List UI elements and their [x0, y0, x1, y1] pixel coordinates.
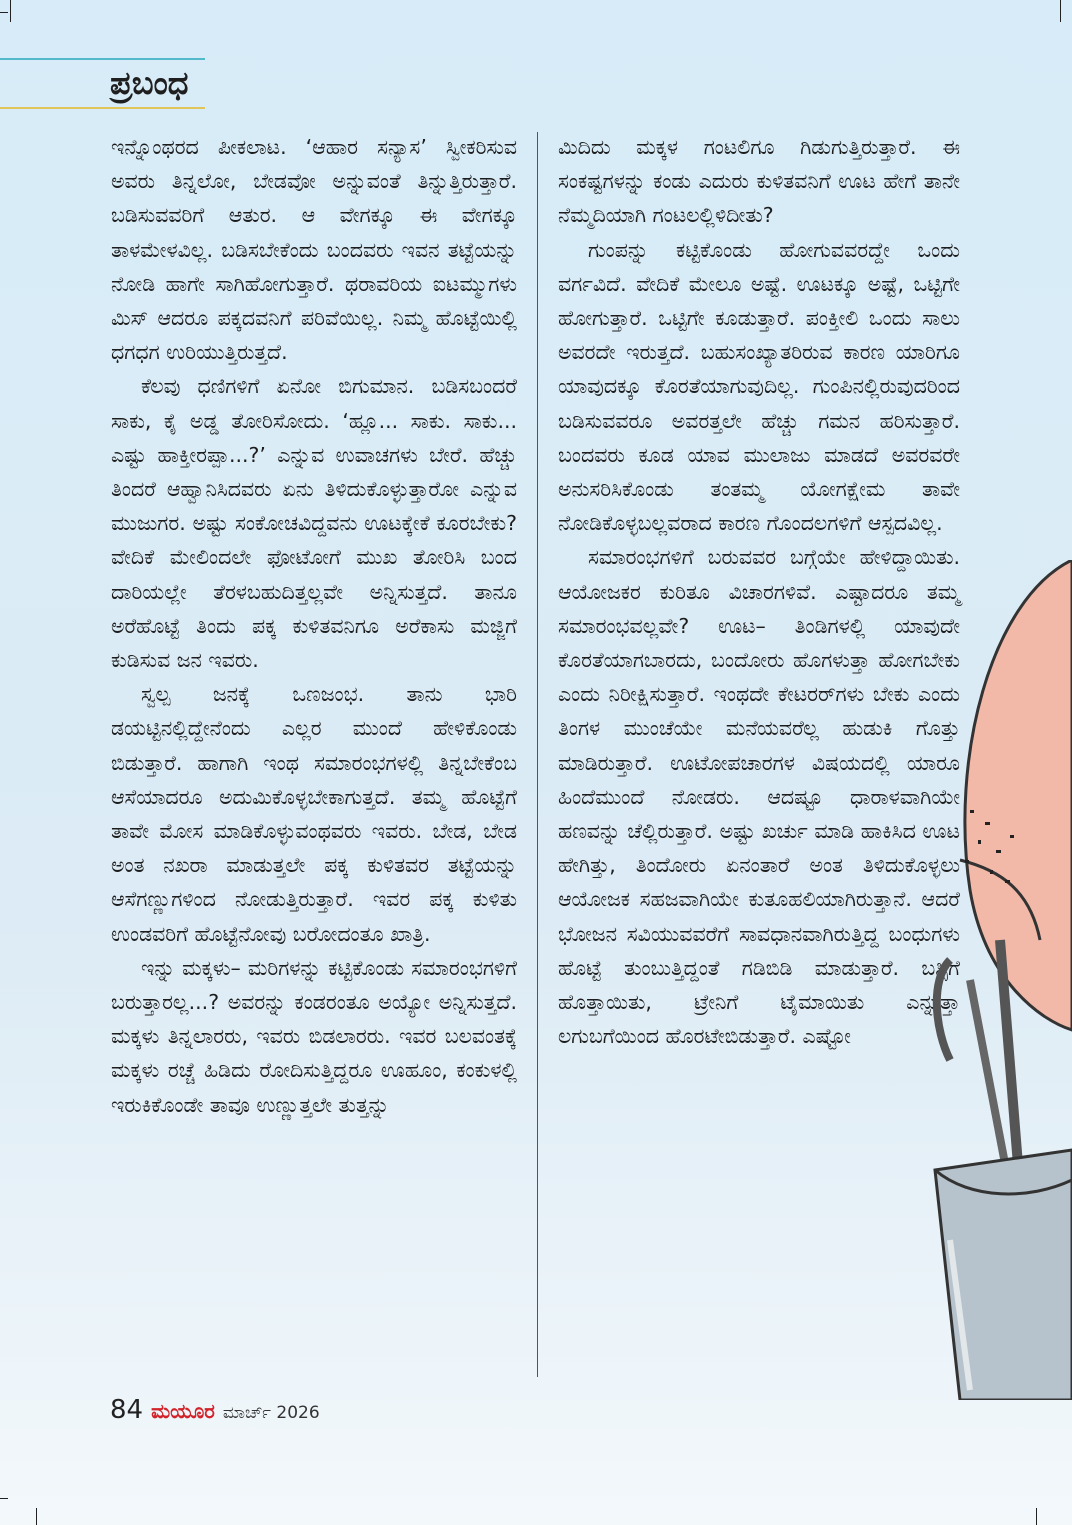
- paragraph: ಮಿದಿದು ಮಕ್ಕಳ ಗಂಟಲಿಗೂ ಗಿಡುಗುತ್ತಿರುತ್ತಾರೆ. ಈ ಸಂಕಷ್ಟಗಳನ್ನು ಕಂಡು ಎದುರು ಕುಳಿತವನಿಗೆ ಊಟ ಹೇಗೆ ತಾನೇ ನೆಮ್ಮದಿಯಾಗಿ ಗಂಟಲಲ್ಲಿಳಿದೀತು?: [558, 135, 960, 228]
- crop-mark: [10, 0, 11, 22]
- section-title: ಪ್ರಬಂಧ: [110, 64, 189, 102]
- cartoon-illustration: [930, 560, 1072, 1400]
- page-number: 84: [110, 1395, 144, 1425]
- paragraph: ಗುಂಪನ್ನು ಕಟ್ಟಿಕೊಂಡು ಹೋಗುವವರದ್ದೇ ಒಂದು ವರ್ಗವಿದೆ. ವೇದಿಕೆ ಮೇಲೂ ಅಷ್ಟೆ. ಊಟಕ್ಕೂ ಅಷ್ಟೆ, ಒಟ್ಟಿಗೇ ಹೋಗುತ್ತಾರೆ. ಒಟ್ಟಿಗೇ ಕೂಡುತ್ತಾರೆ. ಪಂಕ್ತೀಲಿ ಒಂದು ಸಾಲು ಅವರದೇ ಇರುತ್ತದೆ. ಬಹುಸಂಖ್ಯಾತರಿರುವ ಕಾರಣ ಯಾರಿಗೂ ಯಾವುದಕ್ಕೂ ಕೊರತೆಯಾಗುವುದಿಲ್ಲ. ಗುಂಪಿನಲ್ಲಿರುವುದರಿಂದ ಬಡಿಸುವವರೂ ಅವರತ್ತಲೇ ಹೆಚ್ಚು ಗಮನ ಹರಿಸುತ್ತಾರೆ. ಬಂದವರು ಕೂಡ ಯಾವ ಮುಲಾಜು ಮಾಡದೆ ಅವರವರೇ ಅನುಸರಿಸಿಕೊಂಡು ತಂತಮ್ಮ ಯೋಗಕ್ಷೇಮ ತಾವೇ ನೋಡಿಕೊಳ್ಳಬಲ್ಲವರಾದ ಕಾರಣ ಗೊಂದಲಗಳಿಗೆ ಆಸ್ಪದವಿಲ್ಲ.: [558, 237, 960, 536]
- section-rule-bottom: [0, 107, 205, 109]
- article-column-right: [558, 130, 960, 1053]
- page-footer: [110, 1395, 320, 1425]
- section-rule-top: [0, 58, 205, 60]
- column-divider: [537, 132, 538, 1377]
- crop-mark: [1060, 0, 1061, 22]
- issue-date: ಮಾರ್ಚ್ 2026: [222, 1403, 320, 1423]
- magazine-logo: ಮಯೂರ: [151, 1399, 215, 1423]
- paragraph: ಸಮಾರಂಭಗಳಿಗೆ ಬರುವವರ ಬಗ್ಗೆಯೇ ಹೇಳಿದ್ದಾಯಿತು. ಆಯೋಜಕರ ಕುರಿತೂ ವಿಚಾರಗಳಿವೆ. ಎಷ್ಟಾದರೂ ತಮ್ಮ ಸಮಾರಂಭವಲ್ಲವೇ? ಊಟ– ತಿಂಡಿಗಳಲ್ಲಿ ಯಾವುದೇ ಕೊರತೆಯಾಗಬಾರದು, ಬಂದೋರು ಹೊಗಳುತ್ತಾ ಹೋಗಬೇಕು ಎಂದು ನಿರೀಕ್ಷಿಸುತ್ತಾರೆ. ಇಂಥದೇ ಕೇಟರರ್‌ಗಳು ಬೇಕು ಎಂದು ತಿಂಗಳ ಮುಂಚೆಯೇ ಮನೆಯವರೆಲ್ಲ ಹುಡುಕಿ ಗೊತ್ತು ಮಾಡಿರುತ್ತಾರೆ. ಊಟೋಪಚಾರಗಳ ವಿಷಯದಲ್ಲಿ ಯಾರೂ ಹಿಂದೆಮುಂದೆ ನೋಡರು. ಆದಷ್ಟೂ ಧಾರಾಳವಾಗಿಯೇ ಹಣವನ್ನು ಚೆಲ್ಲಿರುತ್ತಾರೆ. ಅಷ್ಟು ಖರ್ಚು ಮಾಡಿ ಹಾಕಿಸಿದ ಊಟ ಹೇಗಿತ್ತು, ತಿಂದೋರು ಏನಂತಾರೆ ಅಂತ ತಿಳಿದುಕೊಳ್ಳಲು ಆಯೋಜಕ ಸಹಜವಾಗಿಯೇ ಕುತೂಹಲಿಯಾಗಿರುತ್ತಾನೆ. ಆದರೆ ಭೋಜನ ಸವಿಯುವವರೆಗೆ ಸಾವಧಾನವಾಗಿರುತ್ತಿದ್ದ ಬಂಧುಗಳು ಹೊಟ್ಟೆ ತುಂಬುತ್ತಿದ್ದಂತೆ ಗಡಿಬಿಡಿ ಮಾಡುತ್ತಾರೆ. ಬಸ್ಸಿಗೆ ಹೊತ್ತಾಯಿತು, ಟ್ರೇನಿಗೆ ಟೈಮಾಯಿತು ಎನ್ನುತ್ತಾ ಲಗುಬಗೆಯಿಂದ ಹೊರಟೇಬಿಡುತ್ತಾರೆ. ಎಷ್ಟೋ: [558, 545, 960, 1049]
- paragraph: ಸ್ವಲ್ಪ ಜನಕ್ಕೆ ಒಣಜಂಭ. ತಾನು ಭಾರಿ ಡಯಟ್ಟಿನಲ್ಲಿದ್ದೇನೆಂದು ಎಲ್ಲರ ಮುಂದೆ ಹೇಳಿಕೊಂಡು ಬಿಡುತ್ತಾರೆ. ಹಾಗಾಗಿ ಇಂಥ ಸಮಾರಂಭಗಳಲ್ಲಿ ತಿನ್ನಬೇಕೆಂಬ ಆಸೆಯಾದರೂ ಅದುಮಿಕೊಳ್ಳಬೇಕಾಗುತ್ತದೆ. ತಮ್ಮ ಹೊಟ್ಟೆಗೆ ತಾವೇ ಮೋಸ ಮಾಡಿಕೊಳ್ಳುವಂಥವರು ಇವರು. ಬೇಡ, ಬೇಡ ಅಂತ ನಖರಾ ಮಾಡುತ್ತಲೇ ಪಕ್ಕ ಕುಳಿತವರ ತಟ್ಟೆಯನ್ನು ಆಸೆಗಣ್ಣುಗಳಿಂದ ನೋಡುತ್ತಿರುತ್ತಾರೆ. ಇವರ ಪಕ್ಕ ಕುಳಿತು ಉಂಡವರಿಗೆ ಹೊಟ್ಟೆನೋವು ಬರೋದಂತೂ ಖಾತ್ರಿ.: [111, 682, 517, 946]
- paragraph: ಕೆಲವು ಧಣಿಗಳಿಗೆ ಏನೋ ಬಿಗುಮಾನ. ಬಡಿಸಬಂದರೆ ಸಾಕು, ಕೈ ಅಡ್ಡ ತೋರಿಸೋದು. ‘ಹ್ಲೂ... ಸಾಕು. ಸಾಕು... ಎಷ್ಟು ಹಾಕ್ತೀರಪ್ಪಾ...?’ ಎನ್ನುವ ಉವಾಚಗಳು ಬೇರೆ. ಹೆಚ್ಚು ತಿಂದರೆ ಆಹ್ವಾನಿಸಿದವರು ಏನು ತಿಳಿದುಕೊಳ್ಳುತ್ತಾರೋ ಎನ್ನುವ ಮುಜುಗರ. ಅಷ್ಟು ಸಂಕೋಚವಿದ್ದವನು ಊಟಕ್ಕೇಕೆ ಕೂರಬೇಕು? ವೇದಿಕೆ ಮೇಲಿಂದಲೇ ಫೋಟೋಗೆ ಮುಖ ತೋರಿಸಿ ಬಂದ ದಾರಿಯಲ್ಲೇ ತೆರಳಬಹುದಿತ್ತಲ್ಲವೇ ಅನ್ನಿಸುತ್ತದೆ. ತಾನೂ ಅರೆಹೊಟ್ಟೆ ತಿಂದು ಪಕ್ಕ ಕುಳಿತವನಿಗೂ ಅರೆಕಾಸು ಮಜ್ಜಿಗೆ ಕುಡಿಸುವ ಜನ ಇವರು.: [111, 374, 517, 673]
- crop-mark: [1036, 1508, 1037, 1525]
- paragraph: ಇನ್ನು ಮಕ್ಕಳು– ಮರಿಗಳನ್ನು ಕಟ್ಟಿಕೊಂಡು ಸಮಾರಂಭಗಳಿಗೆ ಬರುತ್ತಾರಲ್ಲ...? ಅವರನ್ನು ಕಂಡರಂತೂ ಅಯ್ಯೋ ಅನ್ನಿಸುತ್ತದೆ. ಮಕ್ಕಳು ತಿನ್ನಲಾರರು, ಇವರು ಬಿಡಲಾರರು. ಇವರ ಬಲವಂತಕ್ಕೆ ಮಕ್ಕಳು ರಚ್ಚೆ ಹಿಡಿದು ರೋದಿಸುತ್ತಿದ್ದರೂ ಊಹೂಂ, ಕಂಕುಳಲ್ಲಿ ಇರುಕಿಕೊಂಡೇ ತಾವೂ ಉಣ್ಣುತ್ತಲೇ ತುತ್ತನ್ನು: [111, 955, 517, 1117]
- crop-mark: [0, 12, 8, 13]
- crop-mark: [36, 1508, 37, 1525]
- crop-mark: [0, 1498, 8, 1499]
- paragraph: ಇನ್ನೊಂಥರದ ಪೀಕಲಾಟ. ‘ಆಹಾರ ಸನ್ಯಾಸ’ ಸ್ವೀಕರಿಸುವ ಅವರು ತಿನ್ನಲೋ, ಬೇಡವೋ ಅನ್ನುವಂತೆ ತಿನ್ನುತ್ತಿರುತ್ತಾರೆ. ಬಡಿಸುವವರಿಗೆ ಆತುರ. ಆ ವೇಗಕ್ಕೂ ಈ ವೇಗಕ್ಕೂ ತಾಳಮೇಳವಿಲ್ಲ. ಬಡಿಸಬೇಕೆಂದು ಬಂದವರು ಇವನ ತಟ್ಟೆಯನ್ನು ನೋಡಿ ಹಾಗೇ ಸಾಗಿಹೋಗುತ್ತಾರೆ. ಥರಾವರಿಯ ಐಟಮ್ಮುಗಳು ಮಿಸ್ ಆದರೂ ಪಕ್ಕದವನಿಗೆ ಪರಿವೆಯಿಲ್ಲ. ನಿಮ್ಮ ಹೊಟ್ಟೆಯಿಲ್ಲಿ ಧಗಧಗ ಉರಿಯುತ್ತಿರುತ್ತದೆ.: [111, 135, 517, 365]
- article-column-left: [111, 130, 517, 1122]
